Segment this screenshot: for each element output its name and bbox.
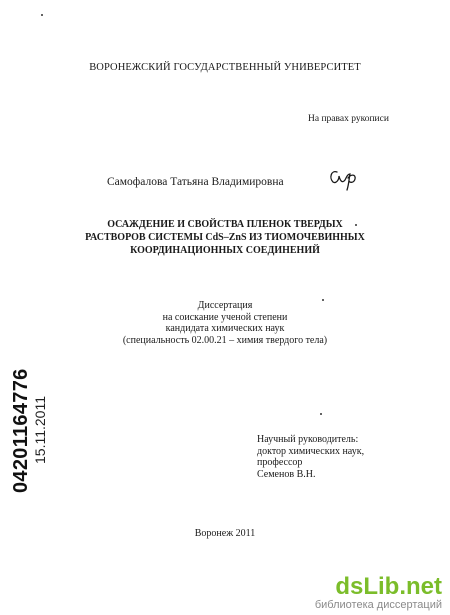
supervisor-line: Семенов В.Н. [257,468,316,480]
dissertation-title [0,218,450,257]
stamp-date: 15.11.2011 [32,396,48,464]
dissertation-degree-info [0,300,450,346]
scan-speck [320,413,322,415]
supervisor-line: профессор [257,457,303,468]
city-year: Воронеж 2011 [194,528,256,539]
degree-line: на соискание ученой степени [162,311,288,323]
degree-line: Диссертация [197,300,253,311]
watermark-subtitle: библиотека диссертаций [314,599,442,611]
author-signature [327,164,363,194]
author-name: Самофалова Татьяна Владимировна [107,176,284,188]
university-name: ВОРОНЕЖСКИЙ ГОСУДАРСТВЕННЫЙ УНИВЕРСИТЕТ [89,62,361,73]
title-line: ОСАЖДЕНИЕ И СВОЙСТВА ПЛЕНОК ТВЕРДЫХ [107,219,343,230]
watermark[interactable] [315,575,442,611]
scan-speck [41,14,43,16]
supervisor-line: Научный руководитель: [257,434,359,445]
manuscript-rights-note: На правах рукописи [308,114,389,124]
title-line: КООРДИНАЦИОННЫХ СОЕДИНЕНИЙ [130,245,320,256]
supervisor-line: доктор химических наук, [257,445,365,457]
degree-line: кандидата химических наук [165,323,285,334]
title-line: РАСТВОРОВ СИСТЕМЫ CdS–ZnS ИЗ ТИОМОЧЕВИННЫХ [85,232,365,243]
library-serial-number: 04201164776 [10,368,32,493]
supervisor-block [257,434,364,480]
watermark-brand[interactable]: dsLib.net [335,573,442,600]
degree-line: (специальность 02.00.21 – химия твердого тела) [122,334,328,346]
